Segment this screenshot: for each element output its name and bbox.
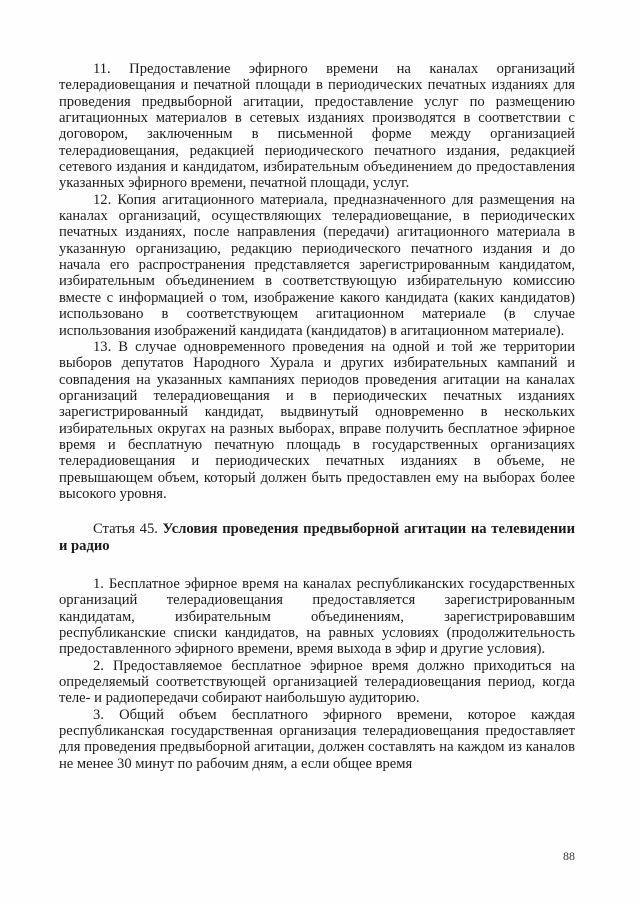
paragraph-3: 3. Общий объем бесплатного эфирного времени, которое каждая республиканская государственная организация телерадиовещания предоставляет для проведения предвыборной агитации, должен составлять на каждом из каналов не менее 30 минут по рабочим дням, а если общее время bbox=[59, 706, 575, 772]
spacer bbox=[59, 554, 575, 576]
paragraph-2: 2. Предоставляемое бесплатное эфирное время должно приходиться на определяемый соответствующей организацией телерадиовещания период, когда теле- и радиопередачи собирают наибольшую аудиторию. bbox=[59, 657, 575, 707]
paragraph-1: 1. Бесплатное эфирное время на каналах республиканских государственных организаций телерадиовещания предоставляется зарегистрированным кандидатам, избирательным объединениям, зарегистрировавшим республиканские списки кандидатов, на равных условиях (продолжительность предоставленного эфирного времени, время выхода в эфир и другие условия). bbox=[59, 575, 575, 658]
paragraph-11: 11. Предоставление эфирного времени на каналах организаций телерадиовещания и печатной площади в периодических печатных изданиях для проведения предвыборной агитации, предоставление услуг по размещению агитационных материалов в сетевых изданиях производятся в соответствии с договором, заключенным в письменной форме между организацией телерадиовещания, редакцией периодического печатного издания, редакцией сетевого издания и кандидатом, избирательным объединением до предоставления указанных эфирного времени, печатной площади, услуг. bbox=[59, 61, 575, 192]
article-title: Условия проведения предвыборной агитации на телевидении и радио bbox=[59, 521, 575, 554]
spacer bbox=[59, 502, 575, 521]
article-heading bbox=[59, 521, 575, 554]
paragraph-13: 13. В случае одновременного проведения на одной и той же территории выборов депутатов Народного Хурала и других избирательных кампаний и совпадения на указанных кампаниях периодов проведения агитации на каналах организаций телерадиовещания и в периодических печатных изданиях зарегистрированный кандидат, выдвинутый одновременно в нескольких избирательных округах на разных выборах, вправе получить бесплатное эфирное время и бесплатную печатную площадь в государственных организациях телерадиовещания и периодических печатных изданиях в объеме, не превышающем объем, который должен быть предоставлен ему на выборах более высокого уровня. bbox=[59, 338, 575, 502]
page-number: 88 bbox=[563, 849, 575, 863]
document-body bbox=[59, 61, 575, 772]
paragraph-12: 12. Копия агитационного материала, предназначенного для размещения на каналах организаций, осуществляющих телерадиовещание, в периодических печатных изданиях, после направления (передачи) агитационного материала в указанную организацию, редакцию периодического печатного издания и до начала его распространения представляется зарегистрированным кандидатом, избирательным объединением в соответствующую избирательную комиссию вместе с информацией о том, изображение какого кандидата (каких кандидатов) использовано в соответствующем агитационном материале (в случае использования изображений кандидата (кандидатов) в агитационном материале). bbox=[59, 191, 575, 339]
article-number: Статья 45. bbox=[93, 521, 158, 538]
